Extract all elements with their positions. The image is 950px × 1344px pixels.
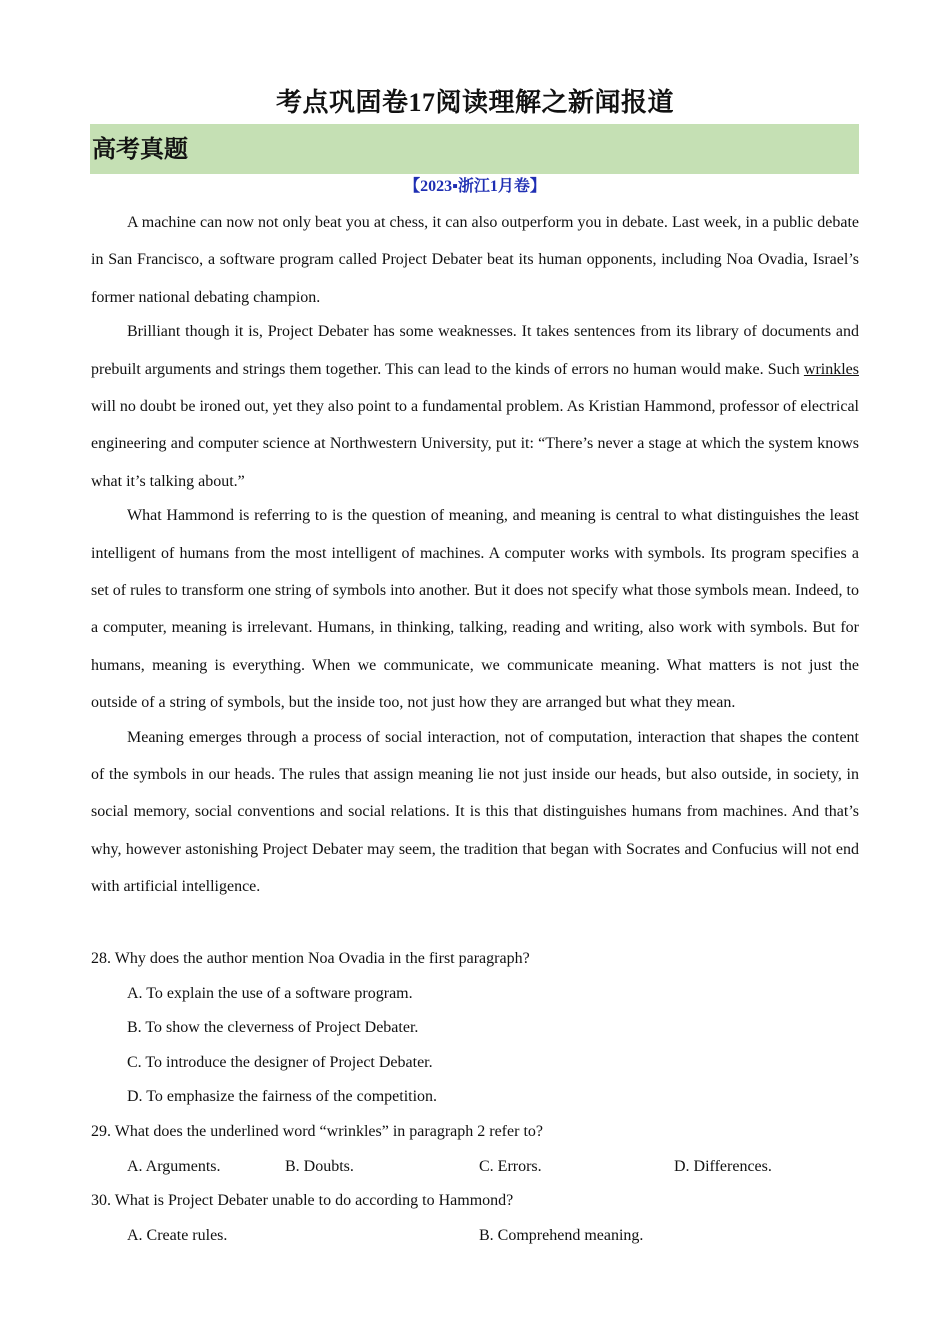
reading-passage	[91, 204, 859, 903]
paragraph-2-end: will no doubt be ironed out, yet they also point to a fundamental problem. As Kristian Hammond, professor of electrical engineering and computer science at Northwestern University, put it: “There’s never a stage at which the system knows what it’s talking about.”	[91, 397, 859, 490]
paragraph-4: Meaning emerges through a process of social interaction, not of computation, interaction that shapes the content of the symbols in our heads. The rules that assign meaning lie not just inside our heads, but also outside, in society, in social memory, social conventions and social relations. It is this that distinguishes humans from machines. And that’s why, however astonishing Project Debater may seem, the tradition that began with Socrates and Confucius will not end with artificial intelligence.	[91, 728, 859, 895]
question-28-option-d: D. To emphasize the fairness of the competition.	[127, 1088, 438, 1105]
question-29-option-d: D. Differences.	[674, 1158, 772, 1175]
section-header: 高考真题	[90, 124, 859, 174]
question-29-option-c: C. Errors.	[479, 1158, 542, 1175]
question-29-option-b: B. Doubts.	[285, 1158, 354, 1175]
question-30-option-b: B. Comprehend meaning.	[479, 1227, 644, 1244]
question-30-stem: 30. What is Project Debater unable to do according to Hammond?	[91, 1192, 514, 1209]
question-28-option-c: C. To introduce the designer of Project Debater.	[127, 1054, 433, 1071]
paragraph-2	[91, 313, 859, 499]
question-28-stem: 28. Why does the author mention Noa Ovadia in the first paragraph?	[91, 950, 530, 967]
page-title: 考点巩固卷17阅读理解之新闻报道	[275, 88, 674, 117]
source-tag: 【2023▪浙江1月卷】	[404, 178, 546, 195]
paragraph-2-start: Brilliant though it is, Project Debater has some weaknesses. It takes sentences from its library of documents and prebuilt arguments and strings them together. This can lead to the kinds of errors no human would make. Such	[91, 323, 859, 378]
question-30-option-a: A. Create rules.	[127, 1227, 228, 1244]
question-28-option-a: A. To explain the use of a software program.	[127, 985, 413, 1002]
question-28-option-b: B. To show the cleverness of Project Debater.	[127, 1019, 419, 1036]
underlined-word: wrinkles	[803, 360, 859, 378]
paragraph-3: What Hammond is referring to is the question of meaning, and meaning is central to what distinguishes the least intelligent of humans from the most intelligent of machines. A computer works with symbols. Its program specifies a set of rules to transform one string of symbols into another. But it does not specify what those symbols mean. Indeed, to a computer, meaning is irrelevant. Humans, in thinking, talking, reading and writing, also work with symbols. But for humans, meaning is everything. When we communicate, we communicate meaning. What matters is not just the outside of a string of symbols, but the inside too, not just how they are arranged but what they mean.	[91, 507, 859, 711]
question-29-option-a: A. Arguments.	[127, 1158, 221, 1175]
paragraph-1: A machine can now not only beat you at chess, it can also outperform you in debate. Last week, in a public debate in San Francisco, a software program called Project Debater beat its human opponents, including Noa Ovadia, Israel’s former national debating champion.	[91, 214, 859, 306]
question-29-stem: 29. What does the underlined word “wrinkles” in paragraph 2 refer to?	[91, 1123, 543, 1140]
